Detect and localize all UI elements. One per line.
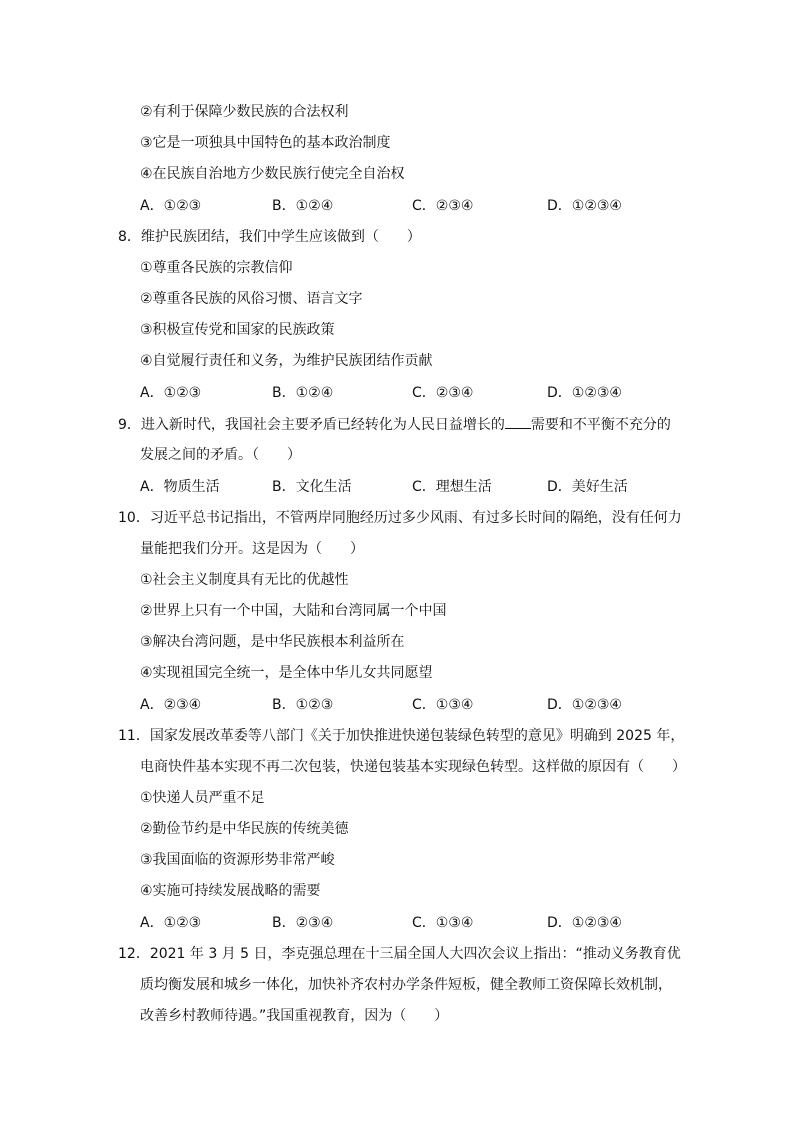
q9-option-c[interactable]: C．理想生活: [412, 479, 492, 495]
q9-option-a[interactable]: A．物质生活: [140, 479, 220, 495]
q12-stem-3: 改善乡村教师待遇。”我国重视教育，因为（ ）: [140, 1008, 449, 1024]
q9-stem-part-1: 9．进入新时代，我国社会主要矛盾已经转化为人民日益增长的: [118, 417, 505, 433]
prev-option-d[interactable]: D．①②③④: [547, 198, 622, 214]
prev-item-3: ③它是一项独具中国特色的基本政治制度: [140, 135, 391, 151]
prev-option-a[interactable]: A．①②③: [140, 198, 202, 214]
q11-stem-2: 电商快件基本实现不再二次包装，快递包装基本实现绿色转型。这样做的原因有（ ）: [140, 759, 686, 775]
q11-option-b[interactable]: B．②③④: [272, 915, 334, 931]
q8-item-2: ②尊重各民族的风俗习惯、语言文字: [140, 291, 363, 307]
q11-item-1: ①快递人员严重不足: [140, 790, 265, 806]
q10-item-3: ③解决台湾问题，是中华民族根本利益所在: [140, 634, 405, 650]
q8-item-3: ③积极宣传党和国家的民族政策: [140, 322, 335, 338]
q8-stem: 8．维护民族团结，我们中学生应该做到（ ）: [118, 229, 421, 245]
q10-option-b[interactable]: B．①②③: [272, 697, 334, 713]
q8-option-b[interactable]: B．①②④: [272, 385, 334, 401]
q10-stem-2: 量能把我们分开。这是因为（ ）: [140, 541, 364, 557]
q12-stem-1: 12．2021 年 3 月 5 日，李克强总理在十三届全国人大四次会议上指出：“推动义务教育优: [118, 946, 681, 962]
prev-option-c[interactable]: C．②③④: [412, 198, 474, 214]
q12-stem-2: 质均衡发展和城乡一体化，加快补齐农村办学条件短板，健全教师工资保障长效机制，: [140, 977, 672, 993]
q11-item-2: ②勤俭节约是中华民族的传统美德: [140, 821, 349, 837]
q9-option-b[interactable]: B．文化生活: [272, 479, 352, 495]
q8-option-d[interactable]: D．①②③④: [547, 385, 622, 401]
q9-stem-cont: 发展之间的矛盾。（ ）: [140, 447, 301, 463]
q11-option-d[interactable]: D．①②③④: [547, 915, 622, 931]
prev-item-2: ②有利于保障少数民族的合法权利: [140, 104, 349, 120]
q9-stem-part-2: 需要和不平衡不充分的: [530, 417, 671, 433]
q10-item-1: ①社会主义制度具有无比的优越性: [140, 572, 349, 588]
prev-option-b[interactable]: B．①②④: [272, 198, 334, 214]
q9-option-d[interactable]: D．美好生活: [547, 479, 628, 495]
q10-option-c[interactable]: C．①③④: [412, 697, 474, 713]
q10-item-4: ④实现祖国完全统一，是全体中华儿女共同愿望: [140, 665, 433, 681]
q11-stem-1: 11．国家发展改革委等八部门《关于加快推进快递包装绿色转型的意见》明确到 2025 年，: [118, 728, 685, 744]
q10-item-2: ②世界上只有一个中国，大陆和台湾同属一个中国: [140, 603, 447, 619]
q11-item-4: ④实施可持续发展战略的需要: [140, 883, 321, 899]
q10-stem-1: 10．习近平总书记指出，不管两岸同胞经历过多少风雨、有过多长时间的隔绝，没有任何力: [118, 510, 682, 526]
q9-blank: [505, 414, 531, 429]
q8-option-c[interactable]: C．②③④: [412, 385, 474, 401]
q11-option-a[interactable]: A．①②③: [140, 915, 202, 931]
q8-option-a[interactable]: A．①②③: [140, 385, 202, 401]
q11-option-c[interactable]: C．①③④: [412, 915, 474, 931]
q11-item-3: ③我国面临的资源形势非常严峻: [140, 852, 335, 868]
q10-option-a[interactable]: A．②③④: [140, 697, 202, 713]
q10-option-d[interactable]: D．①②③④: [547, 697, 622, 713]
q8-item-1: ①尊重各民族的宗教信仰: [140, 260, 293, 276]
q9-stem: [118, 414, 671, 435]
prev-item-4: ④在民族自治地方少数民族行使完全自治权: [140, 166, 405, 182]
q8-item-4: ④自觉履行责任和义务，为维护民族团结作贡献: [140, 353, 433, 369]
